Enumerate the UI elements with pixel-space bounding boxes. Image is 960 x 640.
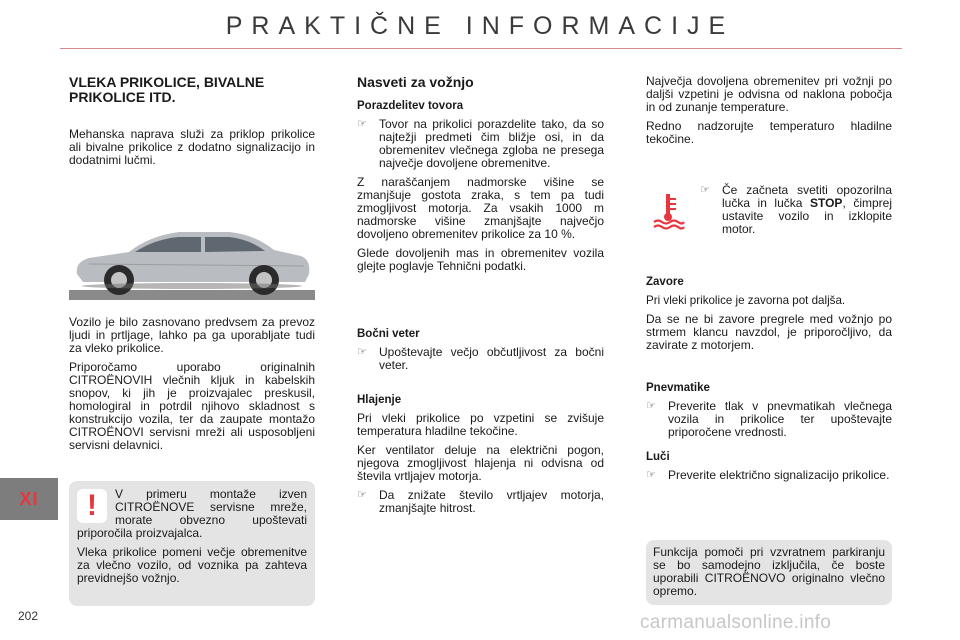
- altitude-paragraph: Z naraščanjem nadmorske višine se zmanjšuje gostota zraka, s tem pa tudi zmogljivost motorja. Za vsakih 1000 m nadmorske višine zmanjšajte največjo dovoljeno obremenitev prikolice za 10 %.: [357, 175, 604, 241]
- temperature-warning: [700, 184, 892, 236]
- max-load-paragraph: Največja dovoljena obremenitev pri vožnji po daljši vzpetini je odvisna od naklona pobočja in od zunanje temperature.: [646, 74, 892, 114]
- brakes-paragraph-1: Pri vleki prikolice je zavorna pot daljša.: [646, 294, 846, 307]
- brakes-paragraph-2: Da se ne bi zavore pregrele med vožnjo po strmem klancu navzdol, je priporočljivo, da zavirate z motorjem.: [646, 312, 892, 352]
- warning-text-2: Vleka prikolice pomeni večje obremenitve za vlečno vozilo, od voznika pa zahteva previdnejšo vožnjo.: [77, 545, 307, 585]
- intro-paragraph: Mehanska naprava služi za priklop prikolice ali bivalne prikolice z dodatno signalizacijo in dodatnimi lučmi.: [69, 127, 315, 167]
- cooling-paragraph-2: Ker ventilator deluje na električni pogon, njegova zmogljivost hlajenja ni odvisna od števila vrtljajev motorja.: [357, 443, 604, 483]
- coolant-temperature-icon: [648, 190, 688, 230]
- subtitle-load-distribution: Porazdelitev tovora: [357, 100, 464, 112]
- list-item: ☞ Preverite tlak v pnevmatikah vlečnega vozila in prikolice ter upoštevajte priporočene vrednosti.: [646, 399, 892, 439]
- section-title-driving-tips: Nasveti za vožnjo: [357, 74, 474, 90]
- column-left: [69, 75, 315, 173]
- section-title-towing: VLEKA PRIKOLICE, BIVALNE PRIKOLICE ITD.: [69, 74, 265, 105]
- column-middle: [357, 75, 604, 521]
- subtitle-tyres: Pnevmatike: [646, 382, 710, 394]
- list-item: ☞ Tovor na prikolici porazdelite tako, da so najtežji predmeti čim bližje osi, in da obremenitev vlečnega zgloba ne presega največje dovoljene obremenitve.: [357, 117, 604, 170]
- monitor-temp-paragraph: Redno nadzorujte temperaturo hladilne tekočine.: [646, 119, 892, 146]
- pointing-hand-icon: ☞: [700, 184, 710, 196]
- list-item: ☞ Da znižate število vrtljajev motorja, zmanjšajte hitrost.: [357, 488, 604, 515]
- mass-paragraph: Glede dovoljenih mas in obremenitev vozila glejte poglavje Tehnični podatki.: [357, 246, 604, 273]
- cooling-paragraph-1: Pri vleki prikolice po vzpetini se zvišuje temperatura hladilne tekočine.: [357, 411, 604, 438]
- column-left-lower: [69, 316, 315, 458]
- usage-paragraph: Vozilo je bilo zasnovano predvsem za prevoz ljudi in prtljage, lahko pa ga uporabljate tudi za vleko prikolice.: [69, 315, 315, 355]
- info-text: Funkcija pomoči pri vzvratnem parkiranju se bo samodejno izključila, če boste uporabili CITROËNOVO originalno vlečno opremo.: [653, 545, 885, 598]
- page-title: PRAKTIČNE INFORMACIJE: [225, 12, 735, 40]
- car-illustration: [69, 212, 315, 300]
- subtitle-side-wind: Bočni veter: [357, 328, 420, 340]
- subtitle-brakes: Zavore: [646, 276, 684, 288]
- stop-label: STOP: [809, 196, 843, 210]
- pointing-hand-icon: ☞: [646, 469, 656, 481]
- pointing-hand-icon: ☞: [357, 118, 367, 130]
- list-item: ☞ Preverite električno signalizacijo prikolice.: [646, 468, 890, 482]
- info-box: [646, 540, 892, 605]
- pointing-hand-icon: ☞: [646, 400, 656, 412]
- subtitle-cooling: Hlajenje: [357, 394, 402, 406]
- column-right-lower: [646, 276, 892, 488]
- pointing-hand-icon: ☞: [357, 346, 367, 358]
- page-number: 202: [18, 609, 39, 623]
- exclamation-icon: !: [77, 489, 107, 523]
- warning-box: [69, 481, 315, 606]
- warning-text-1: V primeru montaže izven CITROËNOVE servisne mreže, morate obvezno upoštevati priporočila proizvajalca.: [77, 487, 307, 540]
- recommendation-paragraph: Priporočamo uporabo originalnih CITROËNOVIH vlečnih kljuk in kabelskih snopov, ki jih je proizvajalec preskusil, homologiral in potrdil njihovo skladnost s konstrukcijo vozila, ter da zaupate montažo CITROËNOVI servisni mreži ali usposobljeni servisni delavnici.: [69, 360, 315, 452]
- chapter-tab: [0, 478, 58, 520]
- list-item: ☞ Upoštevajte večjo občutljivost za bočni veter.: [357, 345, 604, 372]
- column-right: [646, 75, 892, 152]
- subtitle-lights: Luči: [646, 451, 670, 463]
- header-rule: [60, 48, 902, 49]
- watermark: carmanualsonline.info: [640, 612, 832, 633]
- chapter-tab-label: XI: [19, 488, 39, 509]
- pointing-hand-icon: ☞: [357, 489, 367, 501]
- list-item: ☞ Če začneta svetiti opozorilna lučka in lučka STOP, čimprej ustavite vozilo in izklopite motor.: [700, 183, 892, 236]
